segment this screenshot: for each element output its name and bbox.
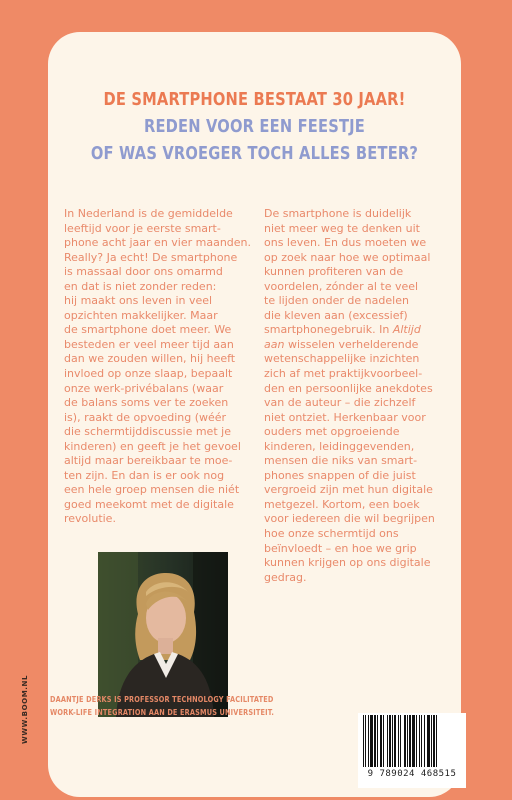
barcode-bar (416, 715, 417, 767)
blurb-line: metgezel. Kortom, een boek (264, 497, 420, 511)
author-caption (50, 693, 274, 719)
blurb-line: op zoek naar hoe we optimaal (264, 250, 431, 264)
blurb-line: voordelen, zónder al te veel (264, 279, 419, 293)
barcode-bar (398, 715, 399, 767)
blurb-line: De smartphone is duidelijk (264, 207, 412, 220)
blurb-line: is), raakt de opvoeding (wéér (64, 410, 227, 424)
blurb-line: niet meer weg te denken uit (264, 221, 420, 235)
barcode-bar (387, 715, 388, 767)
blurb-line: Really? Ja echt! De smartphone (64, 250, 238, 264)
barcode-bar (436, 715, 437, 767)
blurb-line: hoe onze schermtijd ons (264, 527, 399, 541)
blurb-line: revolutie. (64, 512, 116, 526)
barcode-bar (380, 715, 382, 767)
blurb-line: mensen die niks van smart- (264, 454, 418, 468)
barcode-bar (365, 715, 366, 767)
blurb-line: aan wisselen verhelderende (264, 337, 419, 351)
blurb-line: ons leven. En dus moeten we (264, 236, 427, 250)
barcode-bar (370, 715, 373, 767)
blurb-line: phone acht jaar en vier maanden. (64, 236, 252, 250)
headline (81, 87, 428, 168)
blurb-line: zich af met praktijkvoorbeel- (264, 367, 423, 381)
author-caption-line-1: DAANTJE DERKS IS PROFESSOR TECHNOLOGY FACILITATED (50, 695, 274, 704)
blurb-line: kunnen profiteren van de (264, 265, 404, 279)
blurb-line: hij maakt ons leven in veel (64, 294, 213, 308)
book-title-emphasis: Altijd (392, 323, 421, 337)
barcode-bar (400, 715, 401, 767)
blurb-line: beïnvloedt – en hoe we grip (264, 541, 417, 555)
blurb-line: besteden er veel meer tijd aan (64, 337, 234, 351)
back-cover-panel (48, 32, 461, 797)
blurb-line: gedrag. (264, 570, 307, 584)
blurb-line: wetenschappelijke inzichten (264, 352, 420, 366)
blurb-line: die schermtijddiscussie met je (64, 425, 231, 439)
blurb-line: kinderen, leidinggevenden, (264, 439, 415, 453)
blurb-line: voor iedereen die wil begrijpen (264, 512, 435, 526)
barcode-bar (424, 715, 425, 767)
blurb-line: ten zijn. En dan is er ook nog (64, 468, 225, 482)
barcode-bar (404, 715, 406, 767)
blurb-line: de smartphone doet meer. We (64, 323, 232, 337)
blurb-line: vergroeid zijn met hun digitale (264, 483, 433, 497)
barcode-bars (361, 715, 463, 767)
barcode-bar (363, 715, 364, 767)
isbn-number: 9 789024 468515 (367, 769, 457, 779)
barcode-bar (409, 715, 411, 767)
blurb-line: kunnen krijgen op ons digitale (264, 556, 431, 570)
headline-line-2: REDEN VOOR EEN FEESTJE (143, 117, 366, 137)
blurb-line: opzichten makkelijker. Maar (64, 308, 218, 322)
blurb-line: ouders met opgroeiende (264, 425, 400, 439)
blurb-line: die kleven aan (excessief) (264, 308, 408, 322)
barcode-bar (377, 715, 378, 767)
blurb-line: invloed op onze slaap, bepaalt (64, 367, 233, 381)
blurb-line: smartphonegebruik. In Altijd (264, 323, 421, 337)
blurb-line: leeftijd voor je eerste smart- (64, 221, 221, 235)
blurb-line: den en persoonlijke anekdotes (264, 381, 433, 395)
blurb-line: te lijden onder de nadelen (264, 294, 409, 308)
book-title-emphasis: aan (264, 337, 285, 351)
blurb-right-column (264, 207, 454, 585)
publisher-url: WWW.BOOM.NL (21, 674, 29, 744)
barcode-bar (389, 715, 391, 767)
barcode-bar (394, 715, 396, 767)
barcode-bar (392, 715, 393, 767)
barcode-bar (431, 715, 432, 767)
barcode-bar (407, 715, 408, 767)
blurb-line: phones snappen of die juist (264, 468, 416, 482)
blurb-line: de balans soms ver te zoeken (64, 396, 229, 410)
barcode-bar (412, 715, 415, 767)
blurb-line: kinderen) en geeft je het gevoel (64, 439, 241, 453)
author-caption-line-2: WORK-LIFE INTEGRATION AAN DE ERASMUS UNIVERSITEIT. (50, 708, 275, 717)
barcode-bar (421, 715, 422, 767)
blurb-line: altijd maar bereikbaar te moe- (64, 454, 233, 468)
headline-line-3: OF WAS VROEGER TOCH ALLES BETER? (90, 144, 419, 164)
barcode-bar (419, 715, 420, 767)
barcode-bar (383, 715, 384, 767)
barcode-bar (427, 715, 430, 767)
blurb-line: In Nederland is de gemiddelde (64, 207, 233, 220)
blurb-line: van de auteur – die zichzelf (264, 396, 416, 410)
barcode (358, 713, 466, 788)
blurb-line: dan we zouden willen, hij heeft (64, 352, 236, 366)
blurb-line: een hele groep mensen die niét (64, 483, 240, 497)
barcode-bar (374, 715, 376, 767)
blurb-line: niet ontziet. Herkenbaar voor (264, 410, 426, 424)
headline-line-1: DE SMARTPHONE BESTAAT 30 JAAR! (103, 90, 406, 110)
blurb-line: onze werk-privébalans (waar (64, 381, 224, 395)
blurb-line: en dat is niet zonder reden: (64, 279, 217, 293)
barcode-bar (433, 715, 435, 767)
blurb-line: is massaal door ons omarmd (64, 265, 223, 279)
barcode-bar (368, 715, 369, 767)
blurb-left-column (64, 207, 260, 527)
blurb-line: goed meekomt met de digitale (64, 497, 234, 511)
